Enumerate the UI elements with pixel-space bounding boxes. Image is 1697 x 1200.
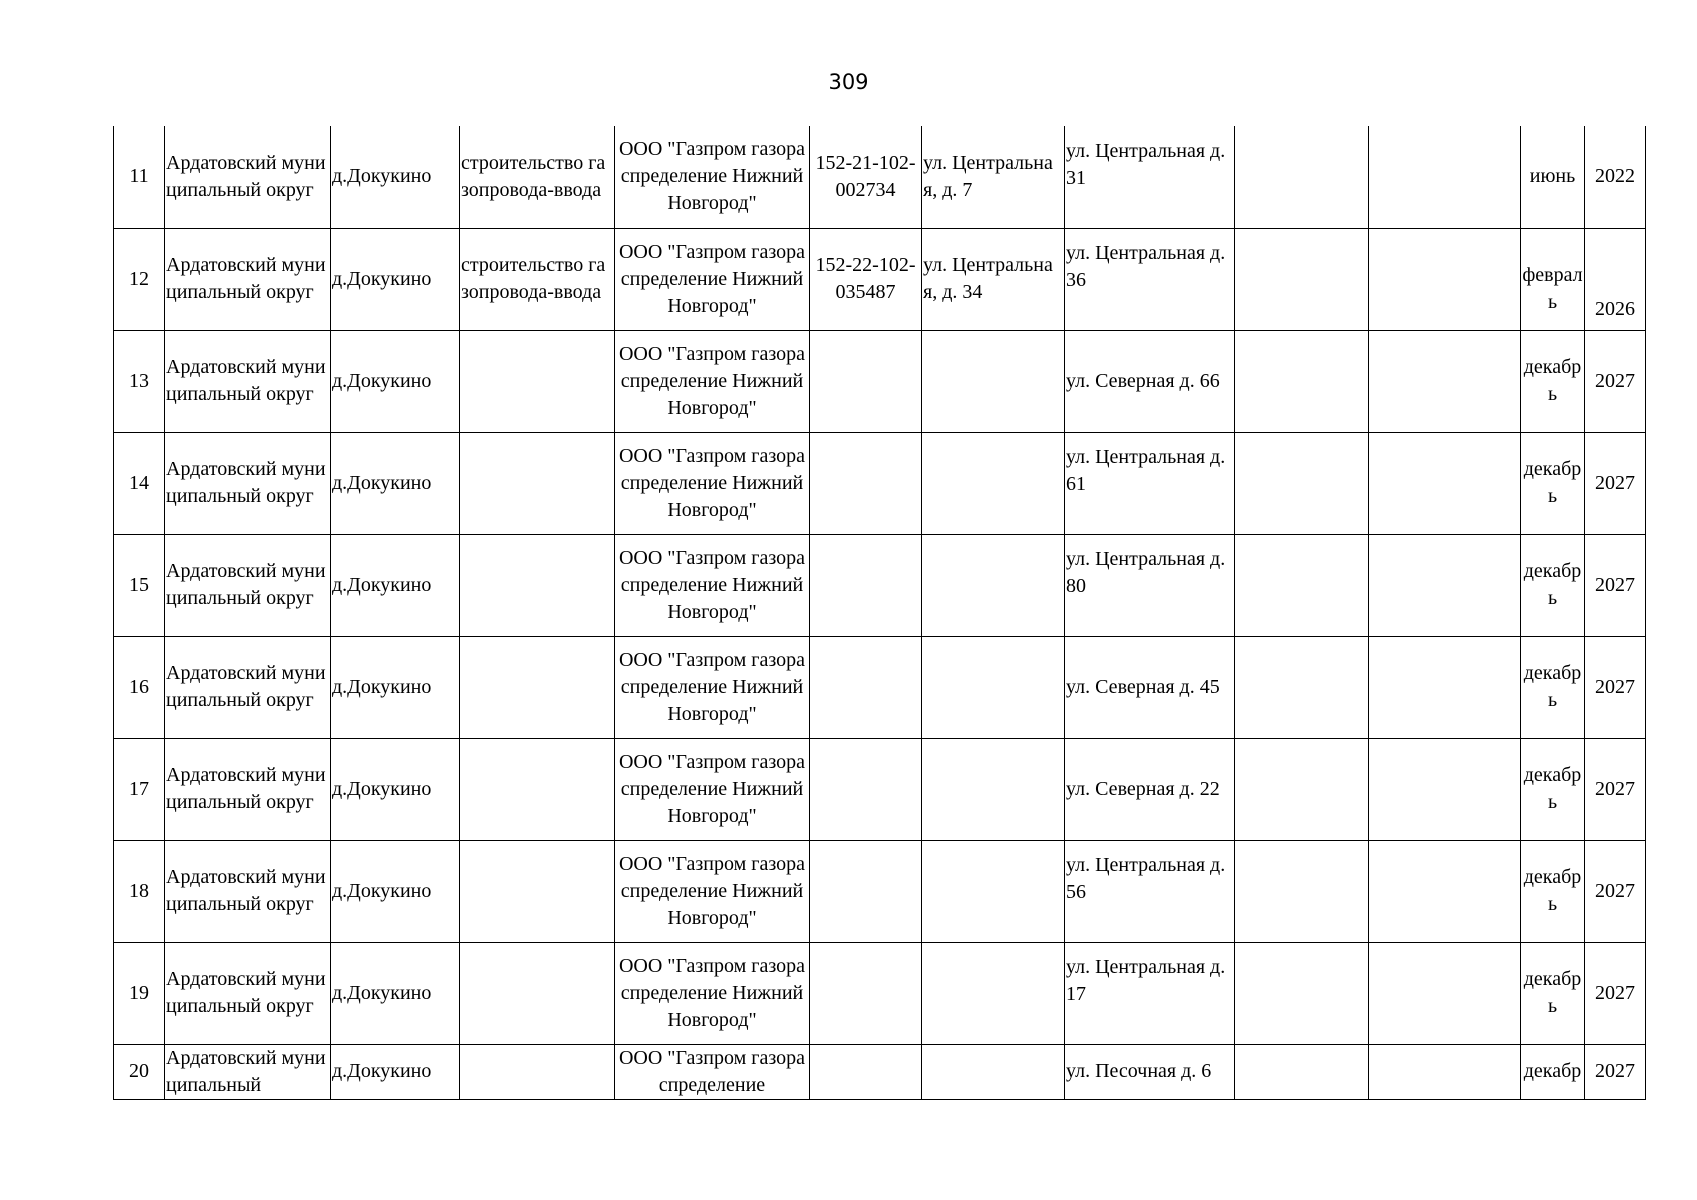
village-cell: д.Докукино [331, 636, 460, 738]
code-cell [810, 534, 922, 636]
work-type-cell [460, 738, 615, 840]
year-cell: 2027 [1585, 534, 1646, 636]
district-cell: Ардатовский муниципальный округ [165, 228, 331, 330]
address-to-cell: ул. Песочная д. 6 [1065, 1044, 1235, 1099]
district-cell: Ардатовский муниципальный округ [165, 126, 331, 228]
empty-cell [1369, 636, 1521, 738]
year-cell: 2027 [1585, 942, 1646, 1044]
district-cell: Ардатовский муниципальный округ [165, 330, 331, 432]
month-cell: декабр ь [1521, 942, 1585, 1044]
row-number: 15 [114, 534, 165, 636]
month-text: феврал ь [1522, 264, 1583, 313]
empty-cell [1235, 942, 1369, 1044]
village-cell: д.Докукино [331, 738, 460, 840]
empty-cell [1369, 228, 1521, 330]
code-cell [810, 840, 922, 942]
district-cell: Ардатовский муниципальный округ [165, 432, 331, 534]
address-to-cell: ул. Северная д. 22 [1065, 738, 1235, 840]
table-row [114, 534, 1646, 636]
organization-cell: ООО "Газпром газораспределение Нижний Новгород" [615, 636, 810, 738]
work-type-cell [460, 840, 615, 942]
empty-cell [1235, 738, 1369, 840]
address-from-cell [922, 1044, 1065, 1099]
empty-cell [1235, 534, 1369, 636]
organization-cell: ООО "Газпром газораспределение Нижний Новгород" [615, 228, 810, 330]
empty-cell [1369, 1044, 1521, 1099]
organization-cell: ООО "Газпром газораспределение Нижний Новгород" [615, 432, 810, 534]
work-type-cell [460, 330, 615, 432]
address-to-cell [1065, 942, 1235, 1044]
district-cell: Ардатовский муниципальный округ [165, 636, 331, 738]
address-from-cell [922, 534, 1065, 636]
address-to-text: ул. Центральная д. 17 [1066, 956, 1226, 1005]
year-cell [1585, 228, 1646, 330]
address-from-cell: ул. Центральная, д. 34 [922, 228, 1065, 330]
village-cell: д.Докукино [331, 126, 460, 228]
address-from-cell: ул. Центральная, д. 7 [922, 126, 1065, 228]
year-cell: 2027 [1585, 738, 1646, 840]
work-type-cell [460, 942, 615, 1044]
empty-cell [1235, 840, 1369, 942]
gas-connection-table [113, 126, 1646, 1100]
year-cell: 2027 [1585, 330, 1646, 432]
row-number: 18 [114, 840, 165, 942]
row-number: 17 [114, 738, 165, 840]
row-number: 13 [114, 330, 165, 432]
year-cell: 2027 [1585, 636, 1646, 738]
district-cell: Ардатовский муниципальный округ [165, 840, 331, 942]
month-cell: декабр ь [1521, 330, 1585, 432]
month-cell: декабр ь [1521, 738, 1585, 840]
organization-cell: ООО "Газпром газораспределение Нижний Новгород" [615, 126, 810, 228]
table-row [114, 432, 1646, 534]
district-cell: Ардатовский муниципальный округ [165, 738, 331, 840]
address-to-cell [1065, 840, 1235, 942]
row-number: 12 [114, 228, 165, 330]
address-to-cell [1065, 432, 1235, 534]
organization-cell: ООО "Газпром газораспределение Нижний Новгород" [615, 534, 810, 636]
address-to-text: ул. Центральная д. 36 [1066, 242, 1226, 291]
address-from-cell [922, 840, 1065, 942]
empty-cell [1235, 432, 1369, 534]
empty-cell [1369, 942, 1521, 1044]
empty-cell [1369, 432, 1521, 534]
page-number: 309 [828, 70, 869, 94]
village-cell: д.Докукино [331, 228, 460, 330]
table-row [114, 942, 1646, 1044]
address-to-text: ул. Центральная д. 80 [1066, 548, 1226, 597]
empty-cell [1369, 126, 1521, 228]
year-cell: 2027 [1585, 1044, 1646, 1099]
table-row [114, 1044, 1646, 1099]
month-cell [1521, 228, 1585, 330]
organization-cell: ООО "Газпром газораспределение [615, 1044, 810, 1099]
work-type-cell: строительство газопровода-ввода [460, 126, 615, 228]
address-to-text: ул. Центральная д. 31 [1066, 139, 1226, 189]
year-cell: 2027 [1585, 840, 1646, 942]
address-to-cell [1065, 126, 1235, 228]
row-number: 11 [114, 126, 165, 228]
address-from-cell [922, 738, 1065, 840]
work-type-cell: строительство газопровода-ввода [460, 228, 615, 330]
village-cell: д.Докукино [331, 432, 460, 534]
empty-cell [1369, 738, 1521, 840]
work-type-cell [460, 1044, 615, 1099]
address-to-cell: ул. Северная д. 66 [1065, 330, 1235, 432]
district-cell: Ардатовский муниципальный округ [165, 534, 331, 636]
month-cell: декабр [1521, 1044, 1585, 1099]
address-to-text: ул. Центральная д. 61 [1066, 446, 1226, 495]
year-cell: 2027 [1585, 432, 1646, 534]
village-cell: д.Докукино [331, 942, 460, 1044]
address-from-cell [922, 432, 1065, 534]
month-cell: декабр ь [1521, 432, 1585, 534]
organization-cell: ООО "Газпром газораспределение Нижний Новгород" [615, 330, 810, 432]
address-to-cell: ул. Северная д. 45 [1065, 636, 1235, 738]
empty-cell [1235, 1044, 1369, 1099]
village-cell: д.Докукино [331, 1044, 460, 1099]
organization-cell: ООО "Газпром газораспределение Нижний Новгород" [615, 840, 810, 942]
empty-cell [1235, 330, 1369, 432]
work-type-cell [460, 534, 615, 636]
code-cell [810, 330, 922, 432]
year-text: 2026 [1595, 297, 1635, 320]
row-number: 20 [114, 1044, 165, 1099]
district-cell: Ардатовский муниципальный округ [165, 942, 331, 1044]
empty-cell [1369, 330, 1521, 432]
district-cell: Ардатовский муниципальный [165, 1044, 331, 1099]
row-number: 19 [114, 942, 165, 1044]
address-from-cell [922, 330, 1065, 432]
year-cell: 2022 [1585, 126, 1646, 228]
table-row [114, 228, 1646, 330]
code-cell [810, 432, 922, 534]
code-cell: 152-22-102-035487 [810, 228, 922, 330]
month-cell: декабр ь [1521, 636, 1585, 738]
table-row [114, 330, 1646, 432]
code-cell [810, 1044, 922, 1099]
work-type-cell [460, 432, 615, 534]
address-to-cell [1065, 534, 1235, 636]
organization-cell: ООО "Газпром газораспределение Нижний Новгород" [615, 942, 810, 1044]
code-cell [810, 636, 922, 738]
address-to-text: ул. Центральная д. 56 [1066, 854, 1226, 903]
organization-cell: ООО "Газпром газораспределение Нижний Новгород" [615, 738, 810, 840]
address-from-cell [922, 942, 1065, 1044]
code-cell [810, 738, 922, 840]
empty-cell [1235, 126, 1369, 228]
empty-cell [1235, 636, 1369, 738]
village-cell: д.Докукино [331, 330, 460, 432]
code-cell: 152-21-102-002734 [810, 126, 922, 228]
month-cell: июнь [1521, 126, 1585, 228]
table-row [114, 126, 1646, 228]
month-cell: декабр ь [1521, 534, 1585, 636]
table-row [114, 738, 1646, 840]
empty-cell [1369, 534, 1521, 636]
empty-cell [1369, 840, 1521, 942]
month-cell: декабр ь [1521, 840, 1585, 942]
table-row [114, 636, 1646, 738]
code-cell [810, 942, 922, 1044]
work-type-cell [460, 636, 615, 738]
village-cell: д.Докукино [331, 534, 460, 636]
empty-cell [1235, 228, 1369, 330]
address-from-cell [922, 636, 1065, 738]
row-number: 16 [114, 636, 165, 738]
row-number: 14 [114, 432, 165, 534]
table-row [114, 840, 1646, 942]
address-to-cell [1065, 228, 1235, 330]
village-cell: д.Докукино [331, 840, 460, 942]
